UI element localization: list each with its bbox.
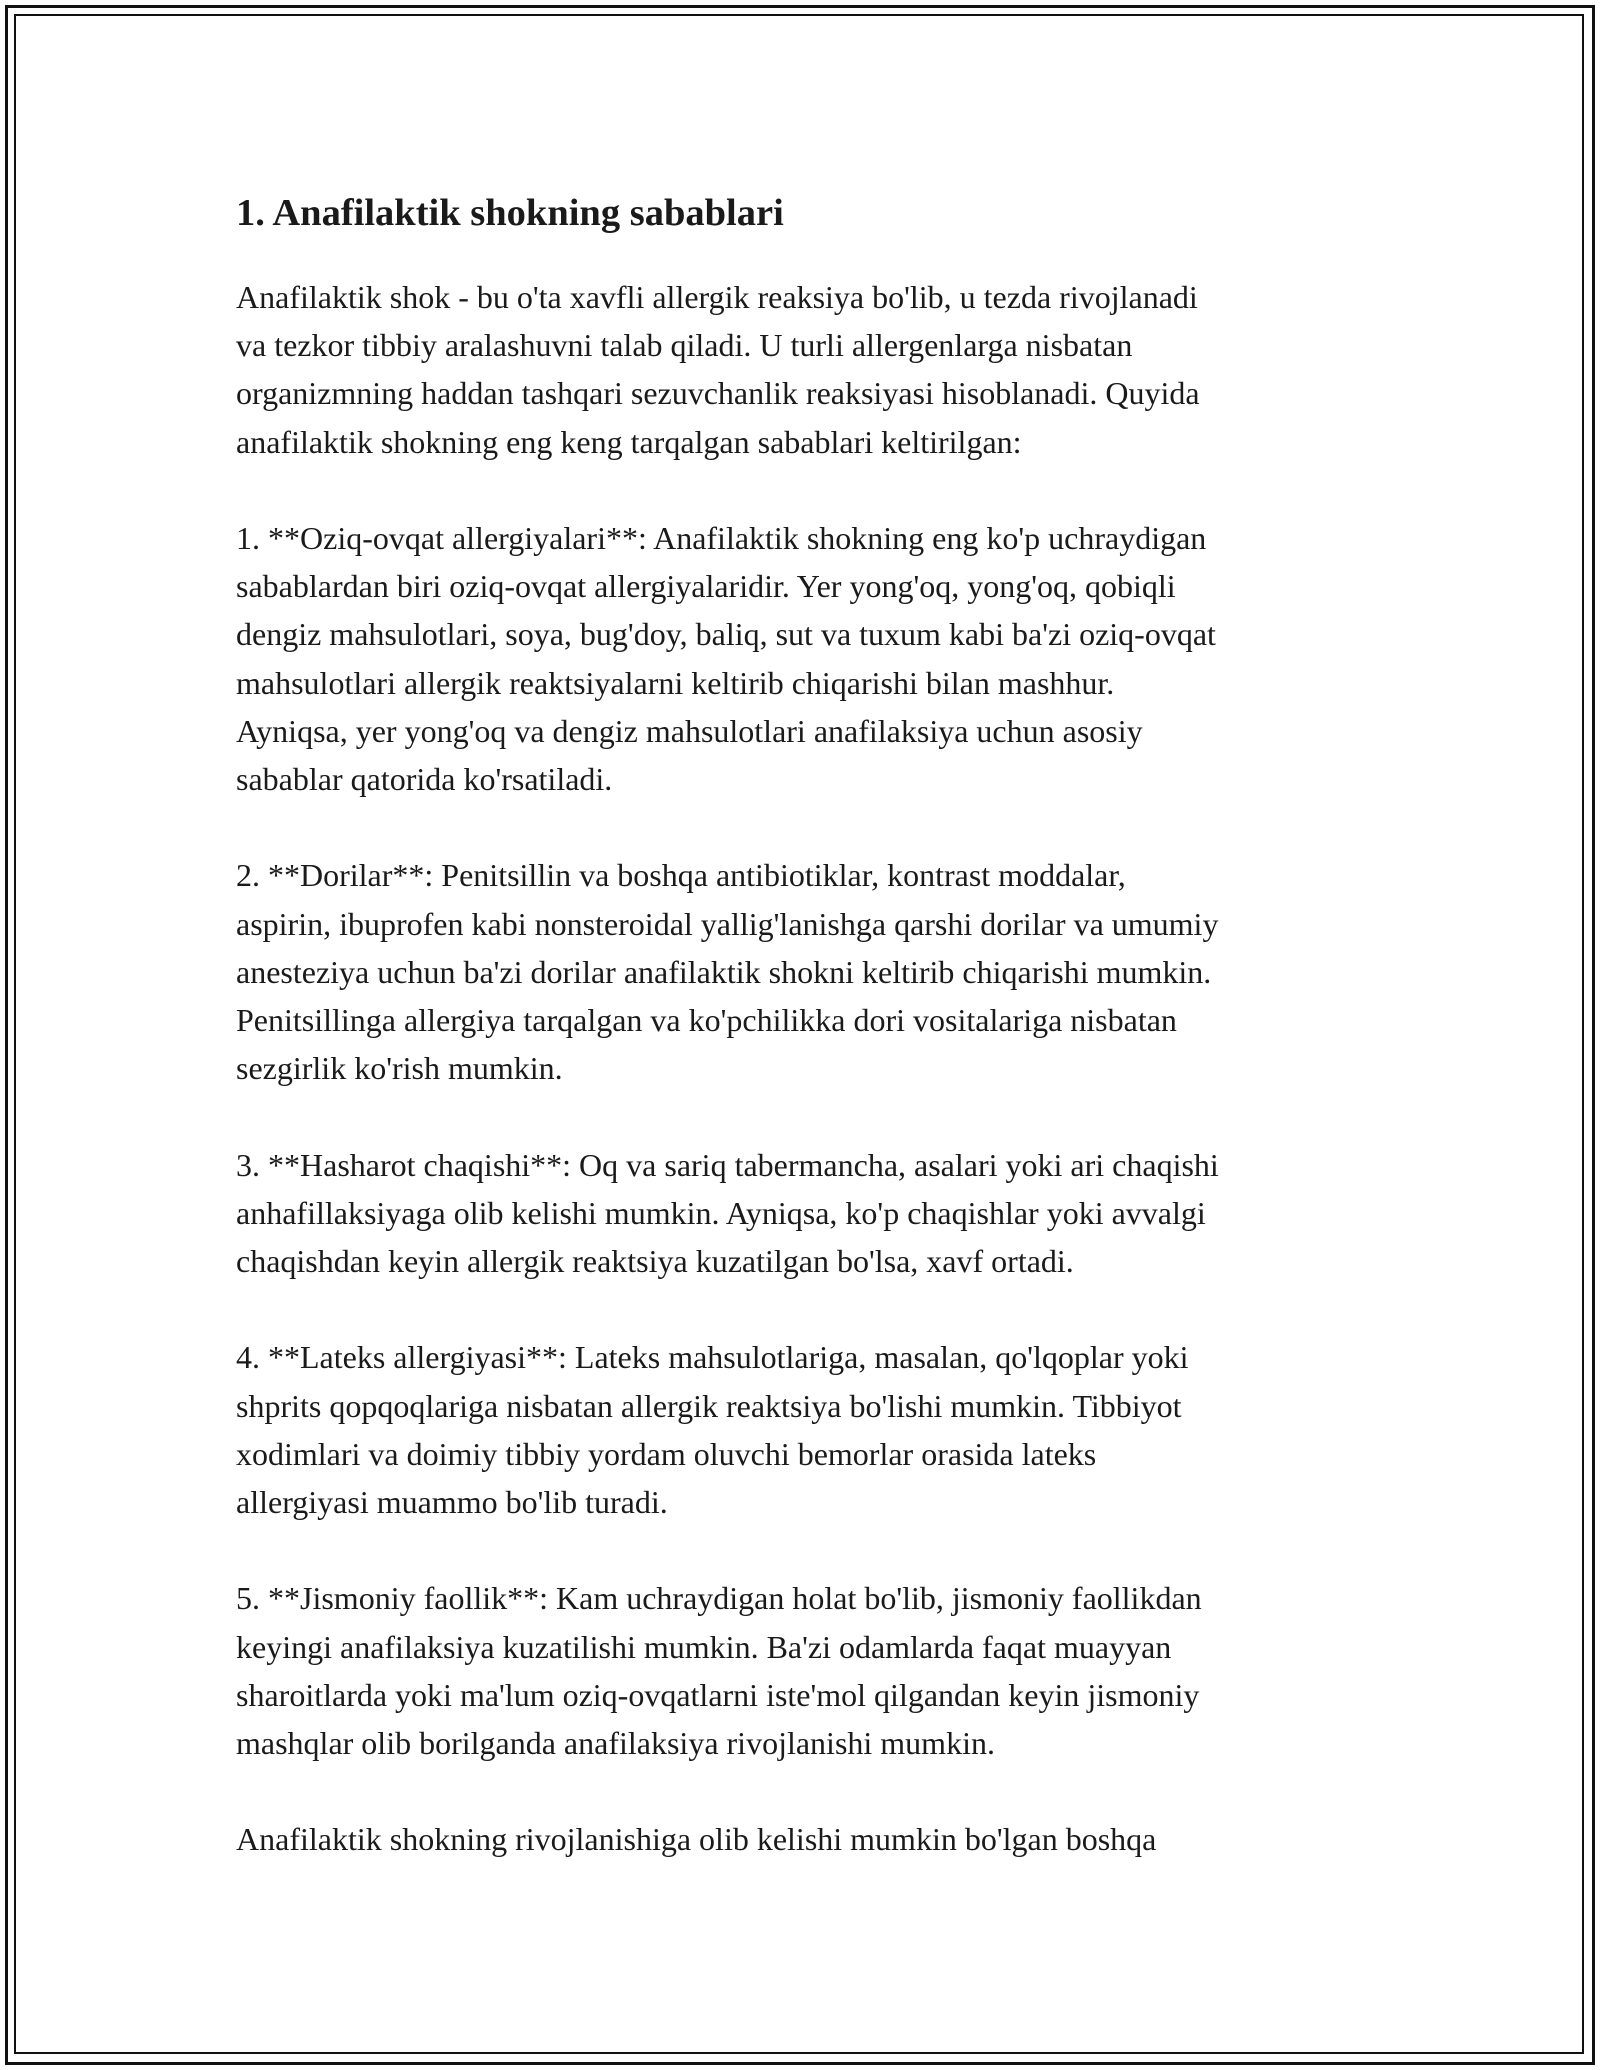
paragraph-gap — [236, 1767, 1406, 1815]
paragraph-intro — [236, 273, 1406, 466]
text-line: va tezkor tibbiy aralashuvni talab qiladi. U turli allergenlarga nisbatan — [236, 327, 1133, 364]
text-line: sabablar qatorida ko'rsatiladi. — [236, 761, 613, 798]
text-line: chaqishdan keyin allergik reaktsiya kuzatilgan bo'lsa, xavf ortadi. — [236, 1243, 1074, 1280]
paragraph-insect-stings — [236, 1141, 1406, 1286]
paragraph-gap — [236, 1092, 1406, 1140]
text-line: mashqlar olib borilganda anafilaksiya rivojlanishi mumkin. — [236, 1725, 995, 1762]
text-line: anhafillaksiyaga olib kelishi mumkin. Ayniqsa, ko'p chaqishlar yoki avvalgi — [236, 1194, 1206, 1231]
text-line: 5. **Jismoniy faollik**: Kam uchraydigan holat bo'lib, jismoniy faollikdan — [236, 1580, 1202, 1617]
text-line: Ayniqsa, yer yong'oq va dengiz mahsulotlari anafilaksiya uchun asosiy — [236, 712, 1143, 749]
paragraph-medications — [236, 851, 1406, 1092]
text-line: keyingi anafilaksiya kuzatilishi mumkin. Ba'zi odamlarda faqat muayyan — [236, 1628, 1172, 1665]
document-body — [236, 183, 1406, 1864]
text-line: aspirin, ibuprofen kabi nonsteroidal yallig'lanishga qarshi dorilar va umumiy — [236, 905, 1219, 942]
paragraph-gap — [236, 803, 1406, 851]
text-line: Anafilaktik shokning rivojlanishiga olib kelishi mumkin bo'lgan boshqa — [236, 1821, 1157, 1858]
paragraph-latex-allergy — [236, 1333, 1406, 1526]
text-line: 3. **Hasharot chaqishi**: Oq va sariq tabermancha, asalari yoki ari chaqishi — [236, 1146, 1219, 1183]
paragraph-physical-activity — [236, 1574, 1406, 1767]
paragraph-other-causes — [236, 1815, 1406, 1863]
text-line: mahsulotlari allergik reaktsiyalarni keltirib chiqarishi bilan mashhur. — [236, 664, 1115, 701]
text-line: Penitsillinga allergiya tarqalgan va ko'pchilikka dori vositalariga nisbatan — [236, 1002, 1177, 1039]
paragraph-gap — [236, 1285, 1406, 1333]
text-line: 1. **Oziq-ovqat allergiyalari**: Anafilaktik shokning eng ko'p uchraydigan — [236, 520, 1207, 556]
paragraph-food-allergies — [236, 514, 1406, 803]
text-line: sabablardan biri oziq-ovqat allergiyalaridir. Yer yong'oq, yong'oq, qobiqli — [236, 568, 1176, 605]
text-line: anafilaktik shokning eng keng tarqalgan sabablari keltirilgan: — [236, 423, 1022, 460]
paragraph-gap — [236, 466, 1406, 514]
paragraph-gap — [236, 1526, 1406, 1574]
text-line: shprits qopqoqlariga nisbatan allergik reaktsiya bo'lishi mumkin. Tibbiyot — [236, 1387, 1182, 1424]
section-heading: 1. Anafilaktik shokning sabablari — [236, 192, 784, 234]
text-line: Anafilaktik shok - bu o'ta xavfli allergik reaksiya bo'lib, u tezda rivojlanadi — [236, 279, 1198, 315]
text-line: sharoitlarda yoki ma'lum oziq-ovqatlarni iste'mol qilgandan keyin jismoniy — [236, 1676, 1200, 1713]
text-line: dengiz mahsulotlari, soya, bug'doy, baliq, sut va tuxum kabi ba'zi oziq-ovqat — [236, 616, 1216, 653]
text-line: allergiyasi muammo bo'lib turadi. — [236, 1484, 668, 1521]
text-line: xodimlari va doimiy tibbiy yordam oluvchi bemorlar orasida lateks — [236, 1435, 1097, 1472]
text-line: 2. **Dorilar**: Penitsillin va boshqa antibiotiklar, kontrast moddalar, — [236, 857, 1126, 894]
text-line: 4. **Lateks allergiyasi**: Lateks mahsulotlariga, masalan, qo'lqoplar yoki — [236, 1339, 1189, 1376]
text-line: organizmning haddan tashqari sezuvchanlik reaksiyasi hisoblanadi. Quyida — [236, 375, 1200, 412]
text-line: anesteziya uchun ba'zi dorilar anafilaktik shokni keltirib chiqarishi mumkin. — [236, 953, 1212, 990]
text-line: sezgirlik ko'rish mumkin. — [236, 1050, 563, 1087]
